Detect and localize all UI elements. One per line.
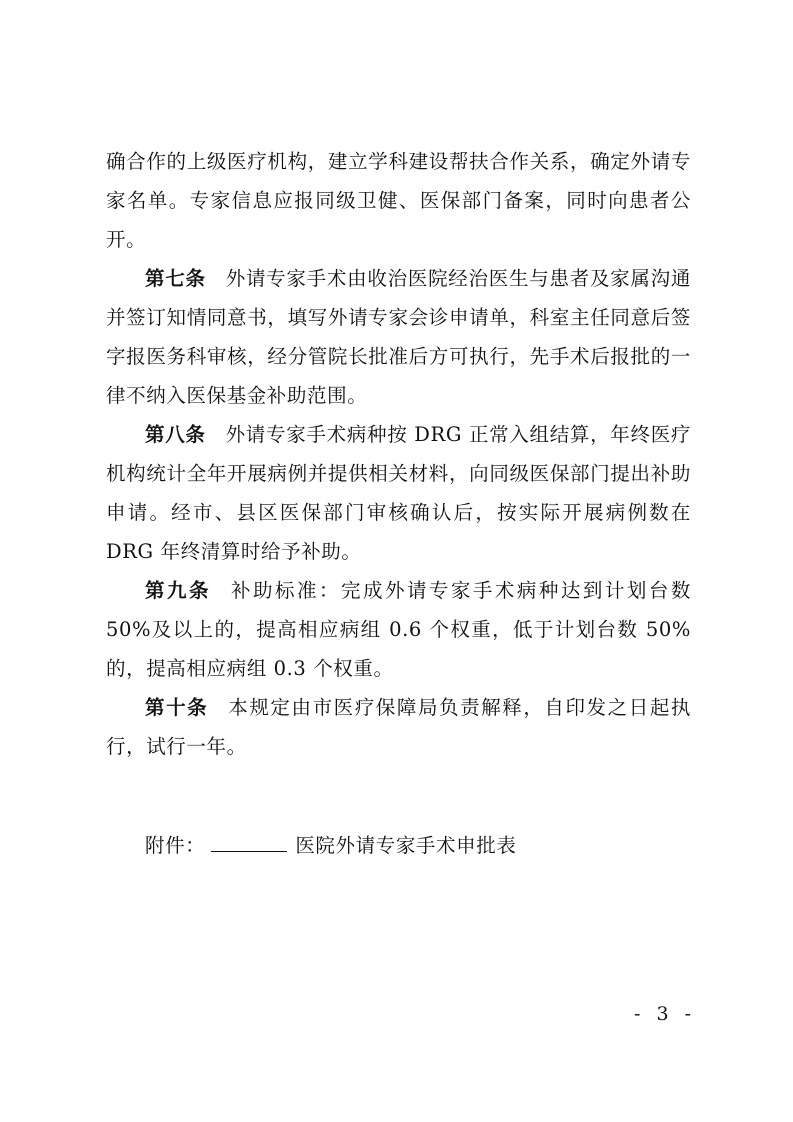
attachment-line [145,826,516,865]
article-title: 第十条 [145,696,209,719]
article-text: 本规定由市医疗保障局负责解释，自印发之日起执行，试行一年。 [106,696,691,758]
article-text: 补助标准：完成外请专家手术病种达到计划台数50%及以上的，提高相应病组 0.6 个权重，低于计划台数 50%的，提高相应病组 0.3 个权重。 [106,579,691,680]
article-text: 外请专家手术由收治医院经治医生与患者及家属沟通并签订知情同意书，填写外请专家会诊申请单，科室主任同意后签字报医务科审核，经分管院长批准后方可执行，先手术后报批的一律不纳入医保基金补助范围。 [106,267,691,407]
article-title: 第八条 [145,423,206,446]
blank-fill-line [211,829,287,852]
article-8 [106,415,691,571]
attachment-title: 医院外请专家手术申批表 [295,834,517,857]
document-body [106,142,691,766]
article-7 [106,259,691,415]
attachment-label: 附件： [145,834,206,857]
article-text: 外请专家手术病种按 DRG 正常入组结算，年终医疗机构统计全年开展病例并提供相关材料，向同级医保部门提出补助申请。经市、县区医保部门审核确认后，按实际开展病例数在 DRG 年终清算时给予补助。 [106,423,691,563]
paragraph-text: 确合作的上级医疗机构，建立学科建设帮扶合作关系，确定外请专家名单。专家信息应报同级卫健、医保部门备案，同时向患者公开。 [106,150,691,251]
article-10 [106,688,691,766]
article-9 [106,571,691,688]
article-title: 第九条 [145,579,211,602]
page-number: - 3 - [634,1003,697,1025]
paragraph-continuation [106,142,691,259]
article-title: 第七条 [145,267,206,290]
